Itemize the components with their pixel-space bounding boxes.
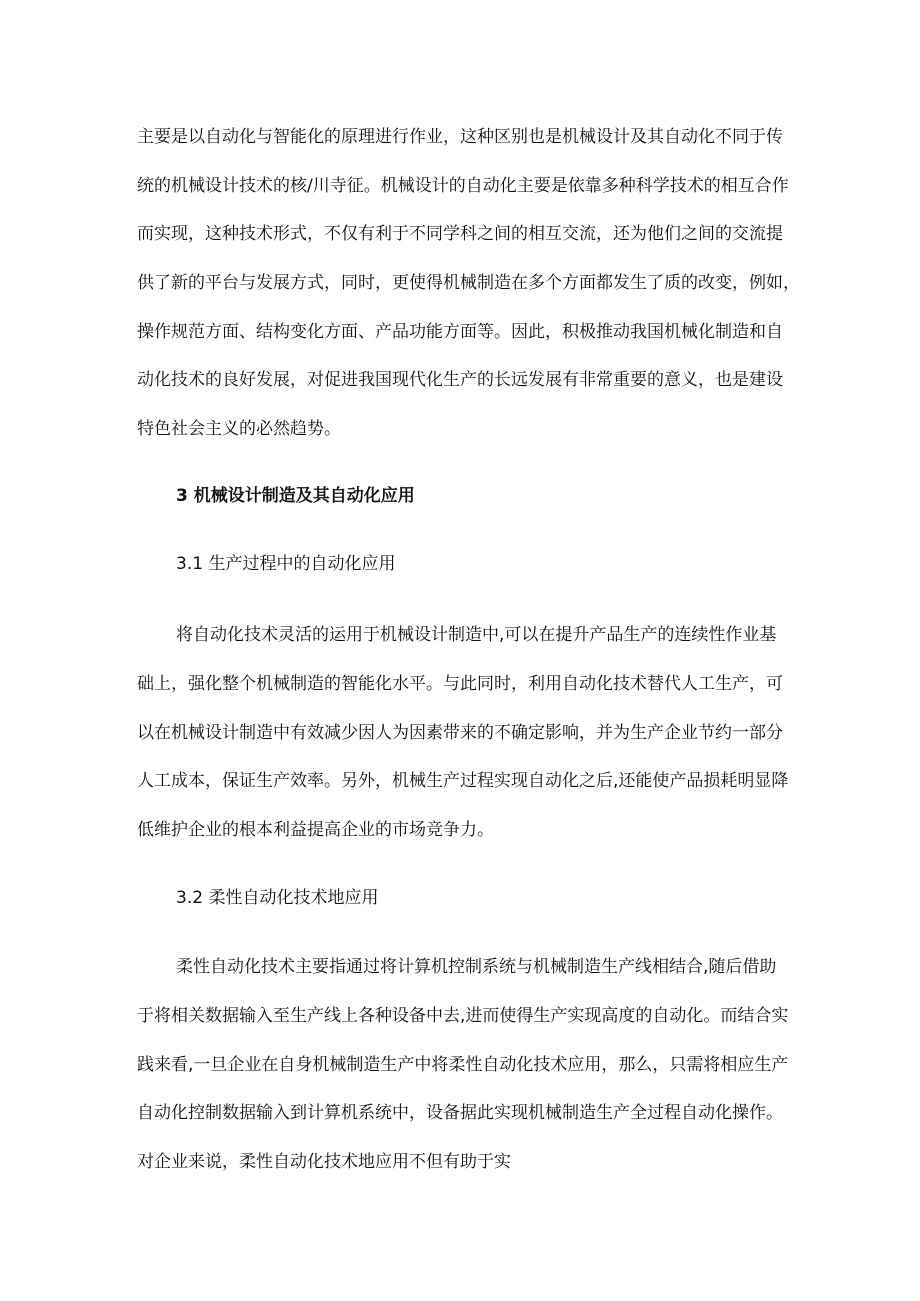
para3-line: 对企业来说，柔性自动化技术地应用不但有助于实 (137, 1152, 511, 1172)
para3-line: 践来看,一旦企业在自身机械制造生产中将柔性自动化技术应用，那么，只需将相应生产 (137, 1055, 789, 1075)
para2-line: 低维护企业的根本利益提高企业的市场竞争力。 (137, 820, 494, 840)
para2-line: 人工成本，保证生产效率。另外，机械生产过程实现自动化之后,还能使产品损耗明显降 (137, 771, 789, 791)
para3-line: 于将相关数据输入至生产线上各种设备中去,进而使得生产实现高度的自动化。而结合实 (137, 1006, 789, 1026)
para1-line: 特色社会主义的必然趋势。 (137, 419, 341, 439)
para1-line: 操作规范方面、结构变化方面、产品功能方面等。因此，积极推动我国机械化制造和自 (137, 322, 783, 342)
para1-line: 而实现，这种技术形式，不仅有利于不同学科之间的相互交流，还为他们之间的交流提 (137, 224, 783, 244)
para1-line: 动化技术的良好发展，对促进我国现代化生产的长远发展有非常重要的意义，也是建设 (137, 370, 783, 390)
para3-line: 自动化控制数据输入到计算机系统中，设备据此实现机械制造生产全过程自动化操作。 (137, 1103, 783, 1123)
para2-line: 础上，强化整个机械制造的智能化水平。与此同时，利用自动化技术替代人工生产，可 (137, 674, 783, 694)
subsection-heading: 3.2 柔性自动化技术地应用 (176, 888, 379, 908)
section-heading: 3 机械设计制造及其自动化应用 (176, 486, 415, 506)
para2-line: 以在机械设计制造中有效减少因人为因素带来的不确定影响，并为生产企业节约一部分 (137, 723, 783, 743)
subsection-heading: 3.1 生产过程中的自动化应用 (176, 554, 396, 574)
para1-line: 供了新的平台与发展方式，同时，更使得机械制造在多个方面都发生了质的改变，例如， (137, 273, 800, 293)
para2-line: 将自动化技术灵活的运用于机械设计制造中,可以在提升产品生产的连续性作业基 (176, 625, 777, 645)
para3-line: 柔性自动化技术主要指通过将计算机控制系统与机械制造生产线相结合,随后借助 (176, 957, 777, 977)
para1-line: 统的机械设计技术的核/川寺征。机械设计的自动化主要是依靠多种科学技术的相互合作 (137, 176, 789, 196)
para1-line: 主要是以自动化与智能化的原理进行作业，这种区别也是机械设计及其自动化不同于传 (137, 127, 783, 147)
